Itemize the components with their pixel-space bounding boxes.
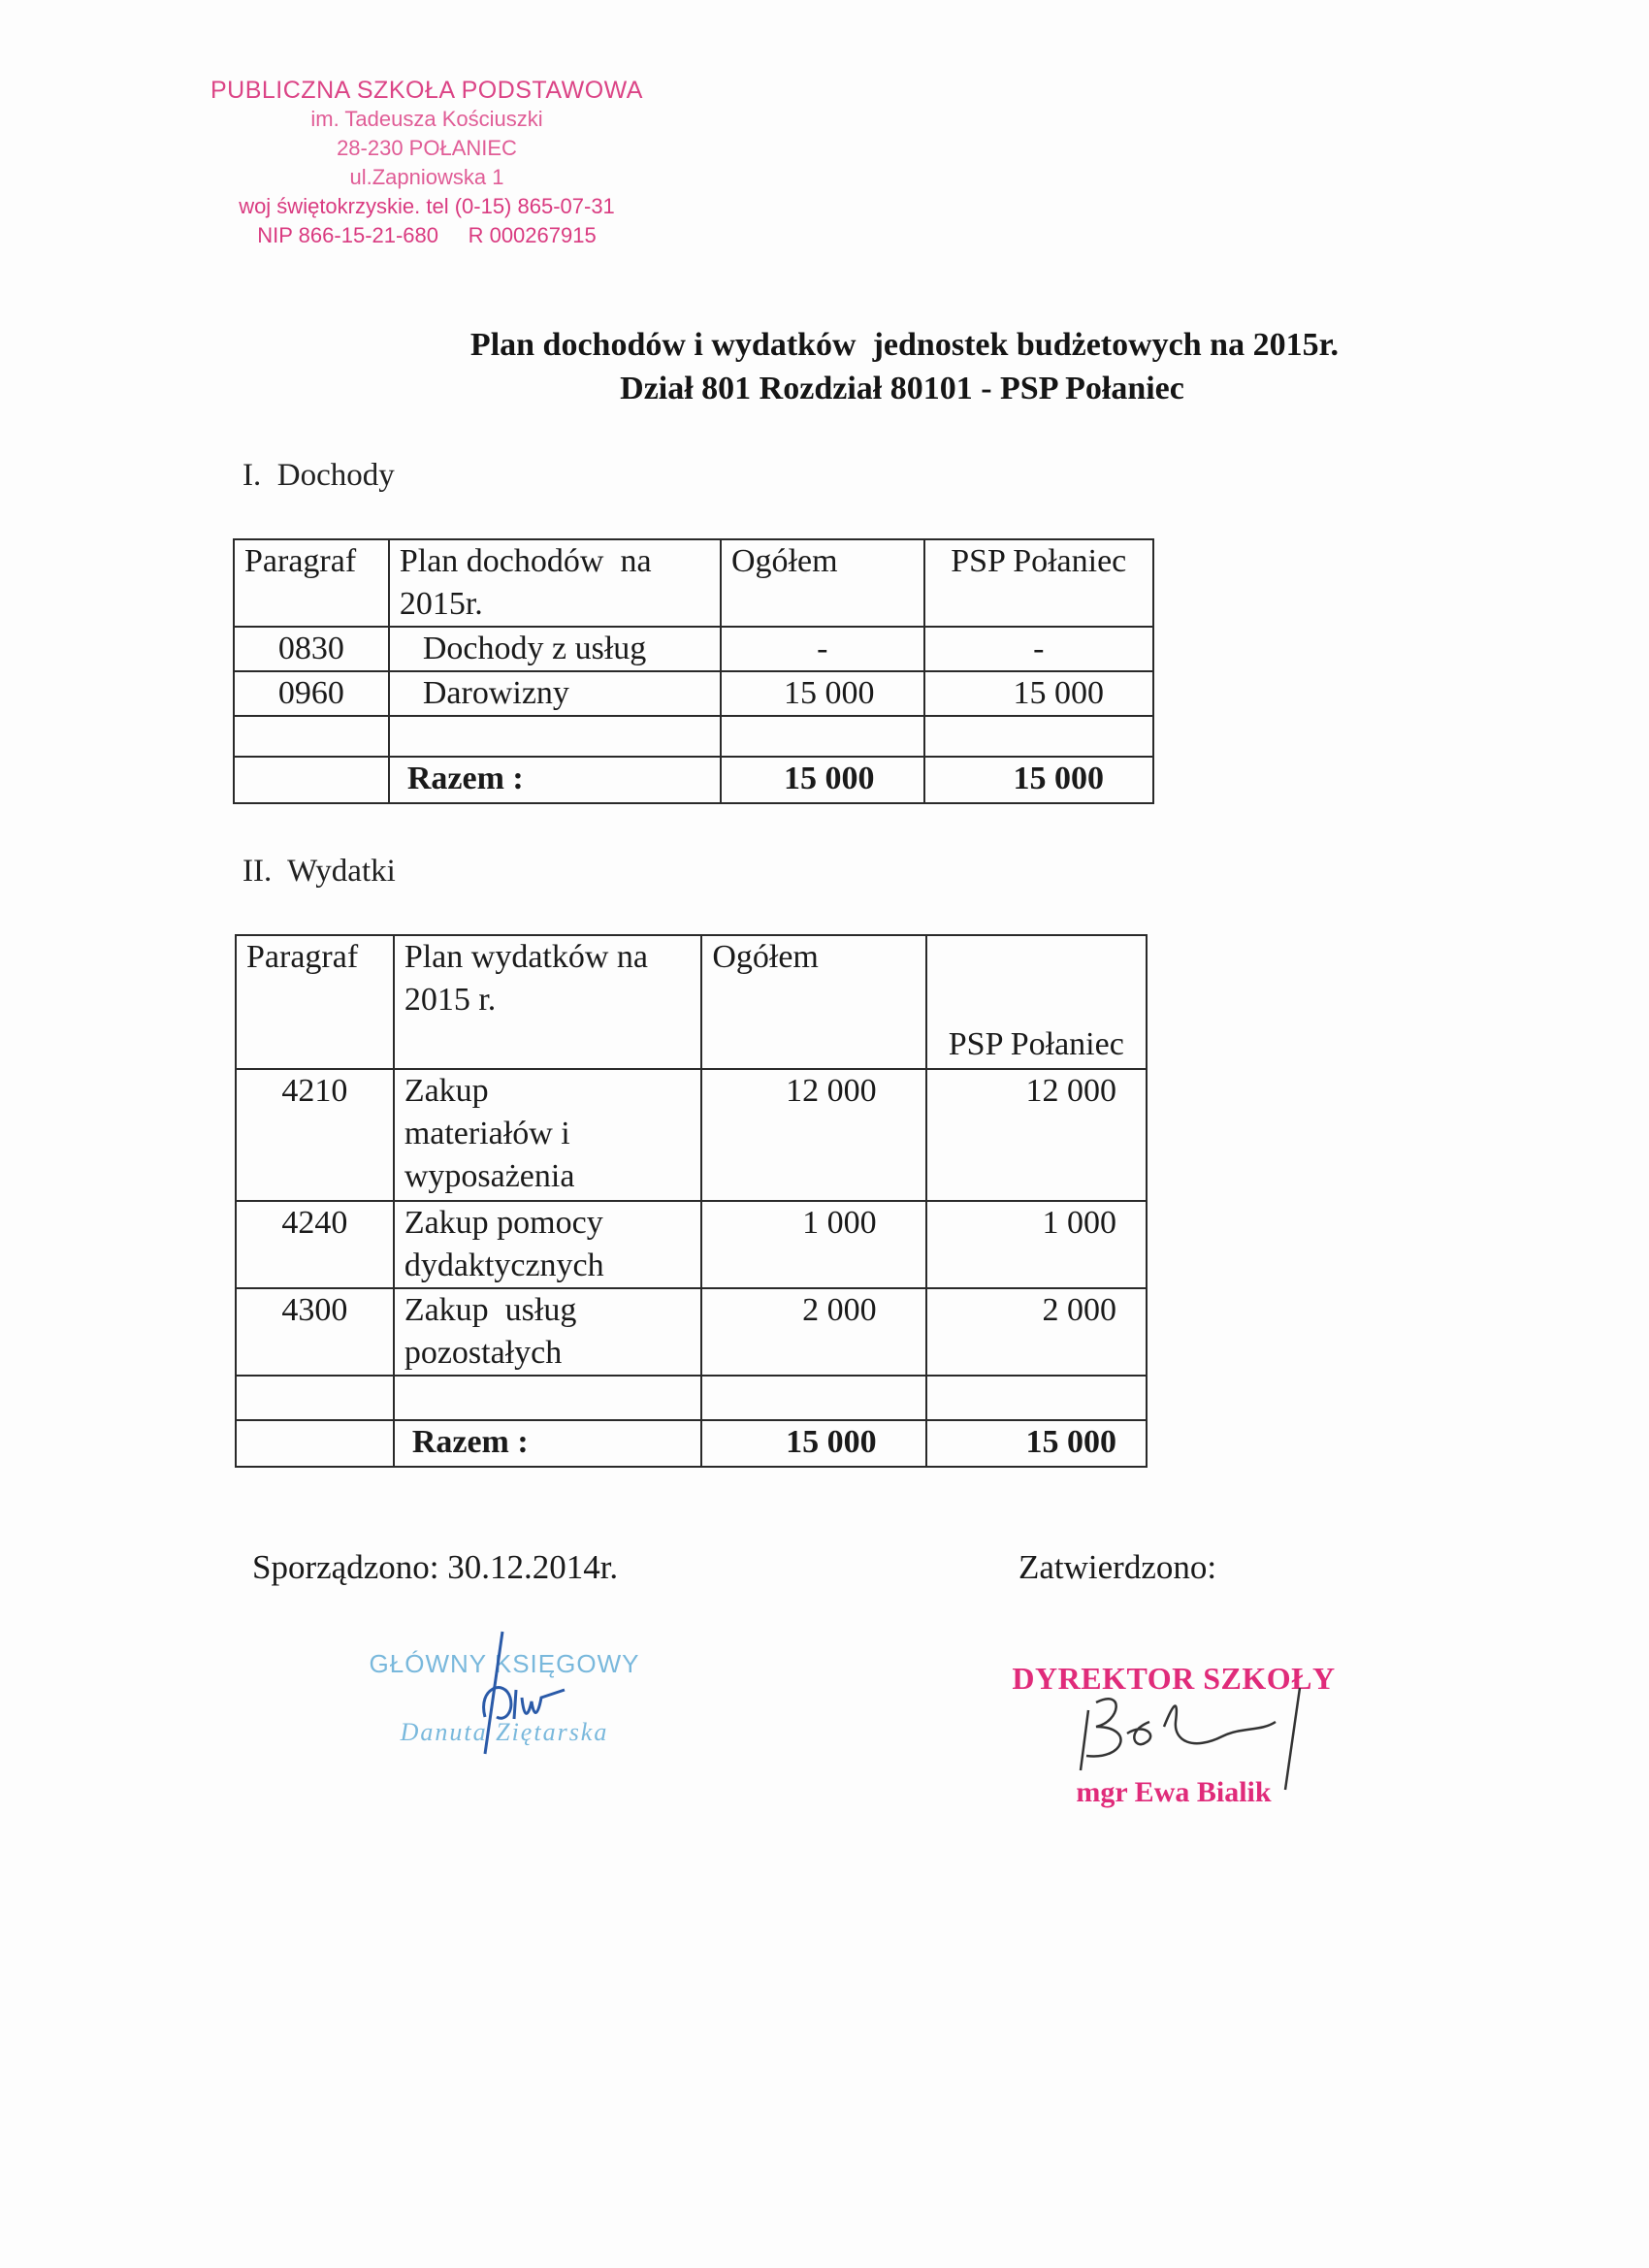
cell-name: Zakup pomocy dydaktycznych <box>394 1201 702 1288</box>
cell-psp: 15 000 <box>924 671 1153 716</box>
cell-empty <box>721 716 924 757</box>
header-psp <box>924 539 1153 627</box>
income-header-row <box>234 539 1153 627</box>
cell-paragraph: 4240 <box>236 1201 394 1288</box>
header-total: Ogółem <box>721 539 924 627</box>
table-row <box>234 671 1153 716</box>
total-label: Razem : <box>389 757 721 803</box>
table-row <box>234 627 1153 671</box>
accountant-role: GŁÓWNY KSIĘGOWY <box>369 1649 640 1678</box>
cell-empty <box>394 1376 702 1420</box>
cell-total: 2 000 <box>701 1288 925 1376</box>
total-psp: 15 000 <box>924 757 1153 803</box>
expenses-header-row <box>236 935 1147 1069</box>
income-total-row <box>234 757 1153 803</box>
stamp-nip: NIP 866-15-21-680 R 000267915 <box>257 223 597 247</box>
cell-total: 15 000 <box>721 671 924 716</box>
total-overall: 15 000 <box>721 757 924 803</box>
prepared-date: Sporządzono: 30.12.2014r. <box>252 1548 619 1586</box>
cell-total: - <box>721 627 924 671</box>
title-line-1: Plan dochodów i wydatków jednostek budżetowych na 2015r. <box>469 327 1340 363</box>
expenses-total-row <box>236 1420 1147 1467</box>
cell-empty <box>236 1376 394 1420</box>
document-title <box>0 323 1649 410</box>
school-stamp <box>194 76 660 250</box>
table-row <box>236 1288 1147 1376</box>
stamp-postal: 28-230 POŁANIEC <box>337 136 517 160</box>
header-psp <box>926 935 1147 1069</box>
cell-name: Darowizny <box>389 671 721 716</box>
cell-psp: 1 000 <box>926 1201 1147 1288</box>
accountant-signature <box>475 1630 601 1766</box>
total-psp: 15 000 <box>926 1420 1147 1467</box>
accountant-name: Danuta Ziętarska <box>400 1718 609 1746</box>
total-overall: 15 000 <box>701 1420 925 1467</box>
table-row-empty <box>234 716 1153 757</box>
table-row <box>236 1069 1147 1201</box>
cell-total: 1 000 <box>701 1201 925 1288</box>
header-paragraph: Paragraf <box>236 935 394 1069</box>
income-table <box>233 538 1154 804</box>
cell-psp: - <box>924 627 1153 671</box>
header-plan: Plan dochodów na 2015r. <box>389 539 721 627</box>
cell-name: Zakup usług pozostałych <box>394 1288 702 1376</box>
expenses-table <box>235 934 1148 1468</box>
stamp-street: ul.Zapniowska 1 <box>349 165 504 189</box>
header-paragraph: Paragraf <box>234 539 389 627</box>
stamp-school-name: PUBLICZNA SZKOŁA PODSTAWOWA <box>210 77 643 104</box>
table-row <box>236 1201 1147 1288</box>
total-label: Razem : <box>394 1420 702 1467</box>
header-total: Ogółem <box>701 935 925 1069</box>
cell-empty <box>924 716 1153 757</box>
cell-paragraph: 4210 <box>236 1069 394 1201</box>
income-section-heading: I. Dochody <box>242 458 395 493</box>
cell-empty <box>389 716 721 757</box>
cell-name: Dochody z usług <box>389 627 721 671</box>
cell-empty <box>236 1420 394 1467</box>
title-line-2: Dział 801 Rozdział 80101 - PSP Połaniec <box>620 371 1184 406</box>
approved-label: Zatwierdzono: <box>1018 1548 1217 1586</box>
cell-name <box>394 1069 702 1201</box>
cell-paragraph: 0830 <box>234 627 389 671</box>
cell-empty <box>926 1376 1147 1420</box>
cell-empty <box>234 716 389 757</box>
cell-total: 12 000 <box>701 1069 925 1201</box>
table-row-empty <box>236 1376 1147 1420</box>
stamp-phone: woj świętokrzyskie. tel (0-15) 865-07-31 <box>239 194 615 218</box>
header-plan: Plan wydatków na 2015 r. <box>394 935 702 1069</box>
director-role: DYREKTOR SZKOŁY <box>1012 1661 1336 1696</box>
cell-name-text: Zakup materiałów i wyposażenia <box>404 1073 575 1194</box>
director-signature <box>1067 1683 1339 1799</box>
stamp-patron: im. Tadeusza Kościuszki <box>310 107 543 131</box>
header-psp-label: PSP Połaniec <box>951 543 1127 579</box>
cell-empty <box>701 1376 925 1420</box>
cell-psp: 2 000 <box>926 1288 1147 1376</box>
cell-paragraph: 4300 <box>236 1288 394 1376</box>
cell-empty <box>234 757 389 803</box>
cell-psp: 12 000 <box>926 1069 1147 1201</box>
expenses-section-heading: II. Wydatki <box>242 854 396 889</box>
cell-paragraph: 0960 <box>234 671 389 716</box>
header-psp-label: PSP Połaniec <box>948 1026 1124 1062</box>
director-name: mgr Ewa Bialik <box>1076 1776 1272 1808</box>
